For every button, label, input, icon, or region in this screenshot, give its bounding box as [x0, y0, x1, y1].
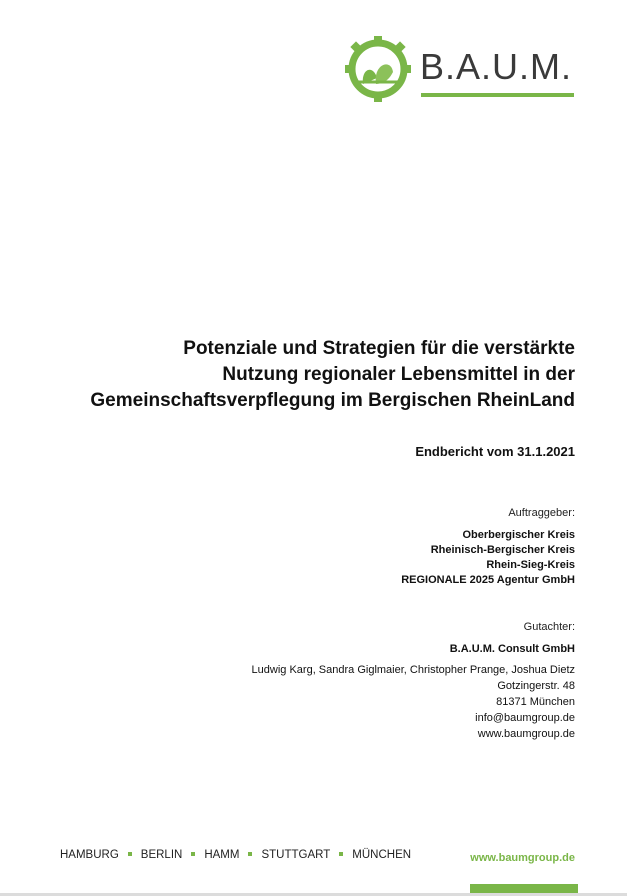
client-name: REGIONALE 2025 Agentur GmbH — [401, 574, 575, 586]
city-separator — [248, 852, 252, 856]
logo-wordmark: B.A.U.M. — [420, 46, 573, 87]
document-subtitle: Endbericht vom 31.1.2021 — [415, 444, 575, 459]
expert-website: www.baumgroup.de — [477, 728, 575, 740]
client-name: Oberbergischer Kreis — [462, 529, 575, 541]
footer-website-link[interactable]: www.baumgroup.de — [470, 852, 575, 864]
city-item: MÜNCHEN — [352, 849, 412, 861]
baum-leaf-gear-icon — [343, 34, 413, 104]
expert-company: B.A.U.M. Consult GmbH — [449, 643, 575, 655]
expert-label: Gutachter: — [523, 621, 575, 633]
title-line: Potenziale und Strategien für die verstärkte — [183, 338, 575, 359]
title-line: Gemeinschaftsverpflegung im Bergischen RheinLand — [90, 390, 575, 411]
client-list — [401, 528, 575, 588]
title-line: Nutzung regionaler Lebensmittel in der — [222, 364, 575, 385]
city-separator — [128, 852, 132, 856]
city-item: HAMM — [204, 849, 240, 861]
city-item: STUTTGART — [261, 849, 331, 861]
document-title — [90, 336, 575, 414]
expert-authors: Ludwig Karg, Sandra Giglmaier, Christopher Prange, Joshua Dietz — [251, 664, 575, 676]
footer-cities — [60, 849, 411, 861]
client-name: Rhein-Sieg-Kreis — [486, 559, 575, 571]
city-separator — [339, 852, 343, 856]
city-separator — [191, 852, 195, 856]
city-item: HAMBURG — [60, 849, 119, 861]
logo-underline — [421, 93, 574, 97]
client-label: Auftraggeber: — [508, 507, 575, 519]
expert-city: 81371 München — [496, 696, 575, 708]
expert-details — [252, 662, 575, 742]
expert-street: Gotzingerstr. 48 — [497, 680, 575, 692]
city-item: BERLIN — [140, 849, 183, 861]
client-name: Rheinisch-Bergischer Kreis — [430, 544, 575, 556]
expert-email: info@baumgroup.de — [475, 712, 575, 724]
